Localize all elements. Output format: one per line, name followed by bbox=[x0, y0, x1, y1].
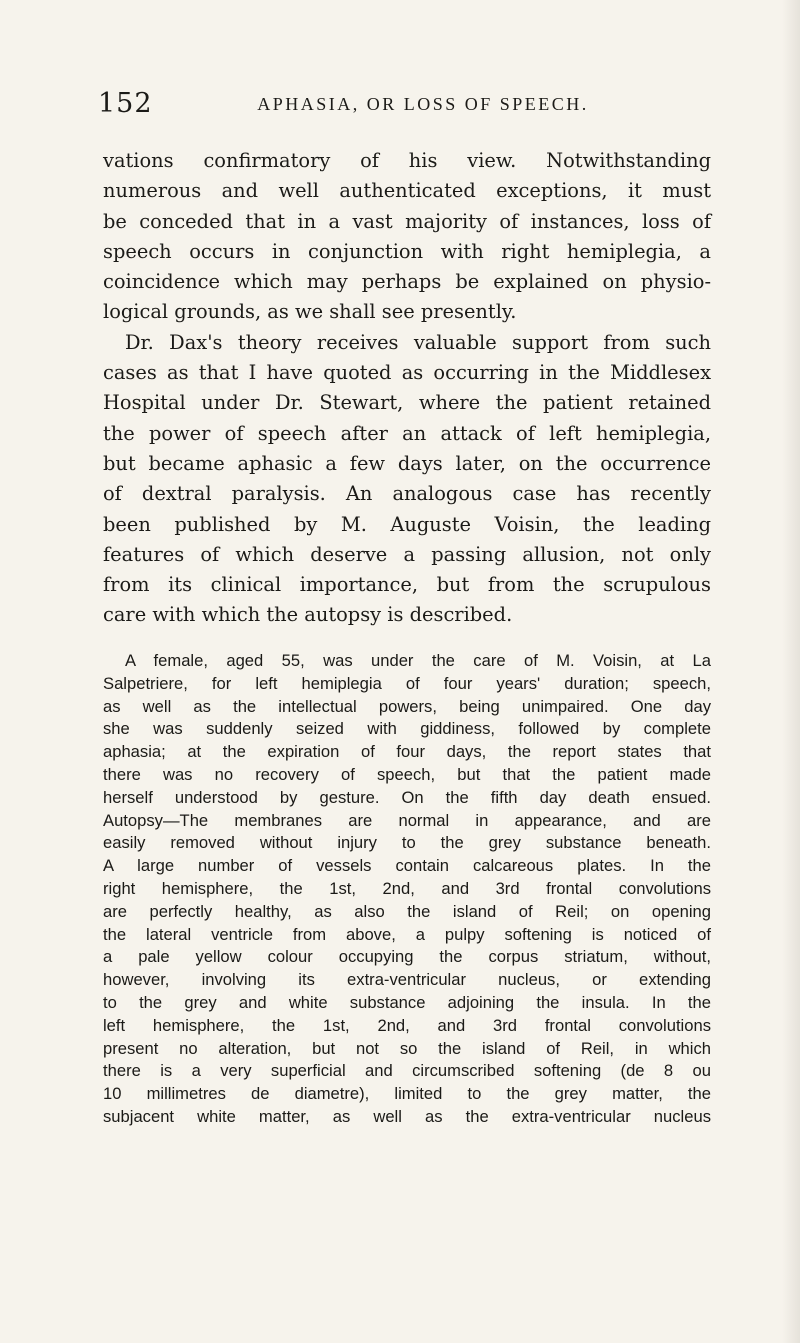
case-line: left hemisphere, the 1st, 2nd, and 3rd frontal convolutions bbox=[103, 1015, 711, 1035]
case-line: there is a very superficial and circumscribed softening (de 8 ou bbox=[103, 1061, 711, 1081]
case-line: Salpetriere, for left hemiplegia of four years' duration; speech, bbox=[103, 673, 711, 693]
page-edge-shadow bbox=[782, 0, 800, 1343]
body-line: of dextral paralysis. An analogous case has recently bbox=[103, 482, 711, 506]
running-title: APHASIA, OR LOSS OF SPEECH. bbox=[257, 94, 589, 114]
case-report bbox=[103, 650, 711, 1129]
case-line: present no alteration, but not so the island of Reil, in which bbox=[103, 1038, 711, 1058]
body-line: vations confirmatory of his view. Notwithstanding bbox=[103, 149, 711, 172]
body-line: from its clinical importance, but from the scrupulous bbox=[103, 573, 711, 597]
body-line: coincidence which may perhaps be explained on physio- bbox=[103, 270, 711, 294]
case-line: subjacent white matter, as well as the extra-ventricular nucleus bbox=[103, 1106, 711, 1126]
body-line: logical grounds, as we shall see presently. bbox=[103, 300, 517, 324]
body-line: but became aphasic a few days later, on the occurrence bbox=[103, 451, 711, 475]
case-line: herself understood by gesture. On the fifth day death ensued. bbox=[103, 787, 711, 807]
case-line: to the grey and white substance adjoining the insula. In the bbox=[103, 992, 711, 1012]
case-line: right hemisphere, the 1st, 2nd, and 3rd frontal convolutions bbox=[103, 878, 711, 898]
case-line: are perfectly healthy, as also the island of Reil; on opening bbox=[103, 901, 711, 921]
body-line: care with which the autopsy is described. bbox=[103, 603, 513, 627]
body-line: speech occurs in conjunction with right hemiplegia, a bbox=[103, 239, 711, 263]
case-line: A female, aged 55, was under the care of M. Voisin, at La bbox=[125, 651, 711, 670]
case-line: A large number of vessels contain calcareous plates. In the bbox=[103, 856, 711, 876]
case-line: the lateral ventricle from above, a pulpy softening is noticed of bbox=[103, 924, 711, 944]
body-line: features of which deserve a passing allusion, not only bbox=[103, 542, 711, 566]
body-line: the power of speech after an attack of left hemiplegia, bbox=[103, 421, 711, 445]
case-line: Autopsy—The membranes are normal in appearance, and are bbox=[103, 810, 711, 830]
main-paragraphs bbox=[103, 146, 711, 631]
case-line: as well as the intellectual powers, being unimpaired. One day bbox=[103, 696, 711, 716]
body-line: Dr. Dax's theory receives valuable support from such bbox=[125, 330, 711, 354]
body-line: numerous and well authenticated exceptions, it must bbox=[103, 179, 711, 203]
body-line: been published by M. Auguste Voisin, the leading bbox=[103, 512, 711, 536]
page-number: 152 bbox=[98, 88, 153, 119]
body-line: Hospital under Dr. Stewart, where the patient retained bbox=[103, 391, 711, 415]
case-line: aphasia; at the expiration of four days, the report states that bbox=[103, 742, 711, 762]
case-line: however, involving its extra-ventricular nucleus, or extending bbox=[103, 970, 711, 990]
body-line: be conceded that in a vast majority of instances, loss of bbox=[103, 209, 711, 233]
case-line: a pale yellow colour occupying the corpus striatum, without, bbox=[103, 947, 711, 967]
page-header bbox=[98, 86, 708, 126]
case-line: she was suddenly seized with giddiness, followed by complete bbox=[103, 719, 711, 739]
case-line: 10 millimetres de diametre), limited to the grey matter, the bbox=[103, 1084, 711, 1104]
case-line: easily removed without injury to the grey substance beneath. bbox=[103, 833, 711, 853]
case-line: there was no recovery of speech, but that the patient made bbox=[103, 764, 711, 784]
body-line: cases as that I have quoted as occurring in the Middlesex bbox=[103, 361, 711, 385]
